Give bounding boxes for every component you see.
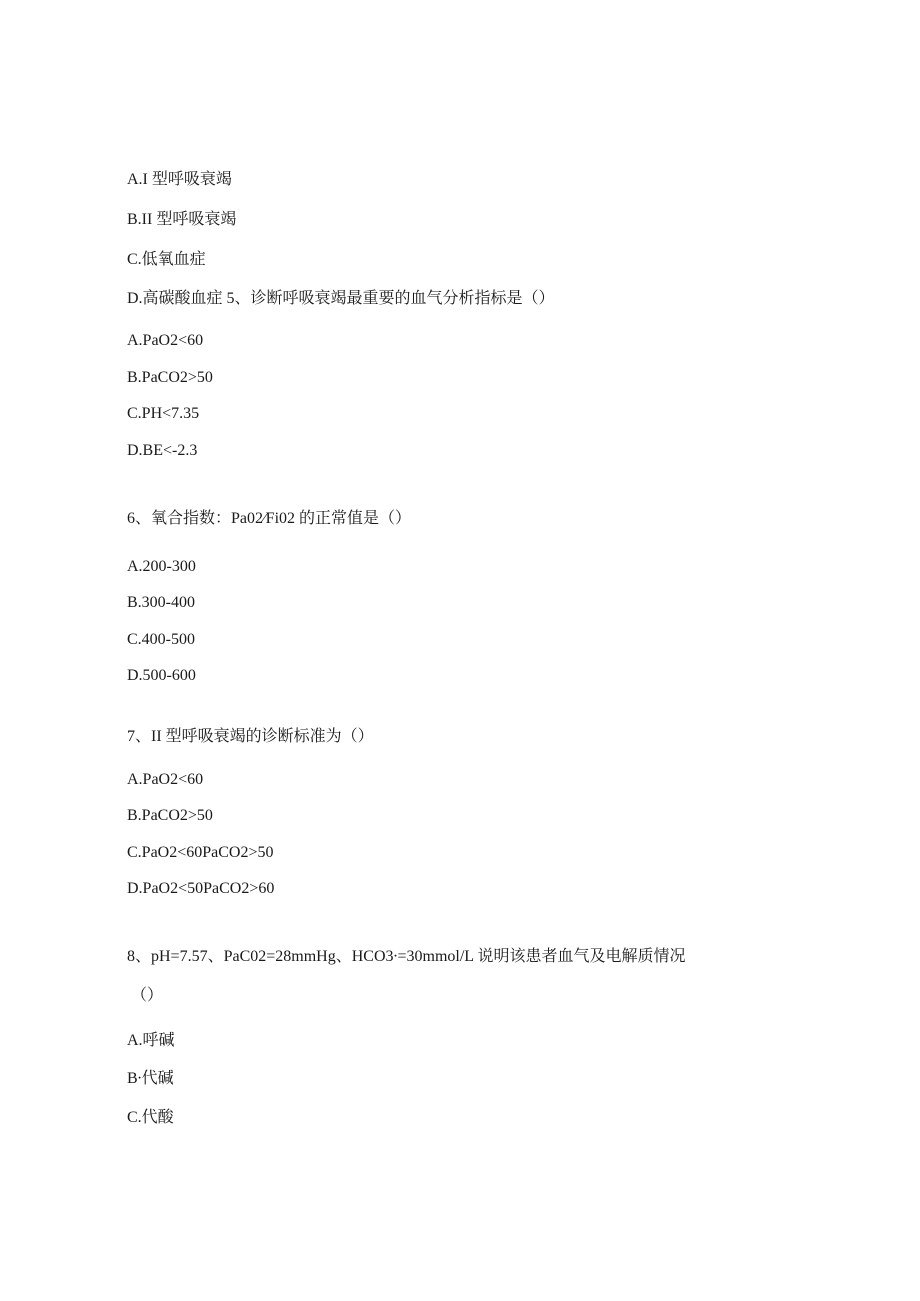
q7-stem: 7、II 型呼吸衰竭的诊断标准为（） — [127, 728, 374, 745]
q5-option-a: A.PaO2<60 — [127, 332, 204, 349]
q4-option-b: B.II 型呼吸衰竭 — [127, 211, 237, 228]
q6-option-d: D.500-600 — [127, 667, 196, 684]
q8-option-c: C.代酸 — [127, 1109, 174, 1126]
q7-option-d: D.PaO2<50PaCO2>60 — [127, 880, 275, 897]
q8-option-b: B∙代碱 — [127, 1070, 174, 1087]
q5-option-b: B.PaCO2>50 — [127, 369, 213, 386]
q6-option-c: C.400-500 — [127, 631, 195, 648]
q8-stem: 8、pH=7.57、PaC02=28mmHg、HCO3∙=30mmol/L 说明该患者血气及电解质情况 — [127, 948, 686, 965]
q6-stem: 6、氧合指数：Pa02∕Fi02 的正常值是（） — [127, 510, 412, 527]
q7-option-c: C.PaO2<60PaCO2>50 — [127, 844, 274, 861]
q6-option-b: B.300-400 — [127, 594, 195, 611]
q6-option-a: A.200-300 — [127, 558, 196, 575]
q4-option-c: C.低氧血症 — [127, 251, 206, 268]
q5-option-d: D.BE<-2.3 — [127, 442, 198, 459]
q4-option-a: A.I 型呼吸衰竭 — [127, 171, 232, 188]
q5-option-c: C.PH<7.35 — [127, 405, 200, 422]
q7-option-a: A.PaO2<60 — [127, 771, 204, 788]
q8-stem-parentheses: （） — [131, 987, 164, 1004]
q4-option-d-and-q5-stem: D.高碳酸血症 5、诊断呼吸衰竭最重要的血气分析指标是（） — [127, 290, 555, 307]
q8-option-a: A.呼碱 — [127, 1032, 175, 1049]
q7-option-b: B.PaCO2>50 — [127, 807, 213, 824]
